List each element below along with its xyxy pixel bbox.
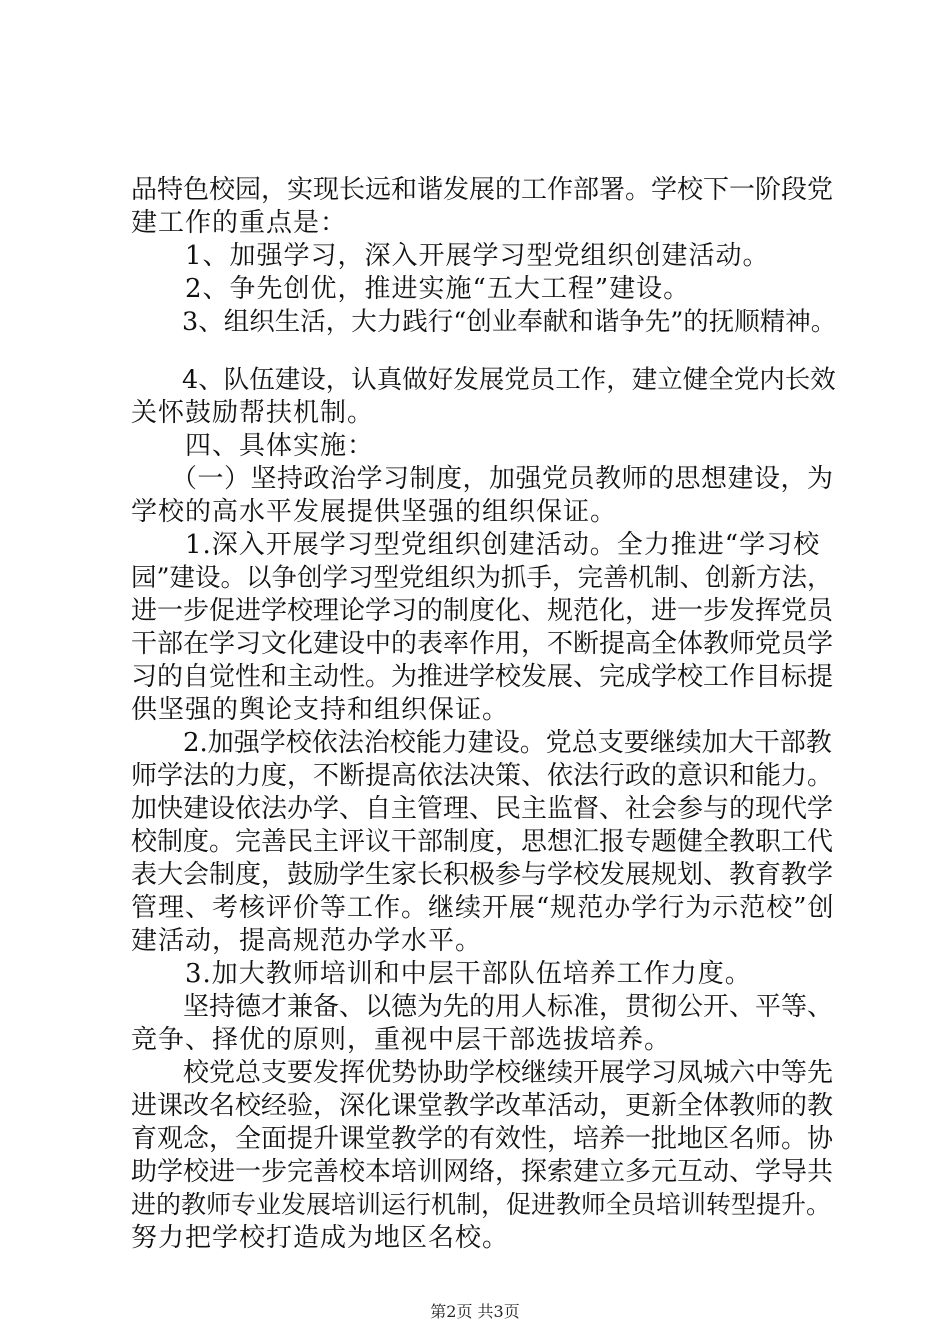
text-line: 2、争先创优，推进实施“五大工程”建设。 [131, 274, 691, 304]
text-line: 加快建设依法办学、自主管理、民主监督、社会参与的现代学 [131, 794, 834, 824]
text-line: 1.深入开展学习型党组织创建活动。全力推进“学习校 [131, 530, 821, 560]
text-line: 1、加强学习，深入开展学习型党组织创建活动。 [131, 241, 770, 271]
text-line: 育观念，全面提升课堂教学的有效性，培养一批地区名师。协 [131, 1124, 834, 1154]
text-line: 师学法的力度，不断提高依法决策、依法行政的意识和能力。 [131, 761, 834, 791]
text-line: 学校的高水平发展提供坚强的组织保证。 [131, 497, 618, 527]
text-line: 习的自觉性和主动性。为推进学校发展、完成学校工作目标提 [131, 662, 834, 692]
text-line: 3.加大教师培训和中层干部队伍培养工作力度。 [131, 959, 752, 989]
text-line: 竞争、择优的原则，重视中层干部选拔培养。 [131, 1025, 672, 1055]
text-line: 管理、考核评价等工作。继续开展“规范办学行为示范校”创 [131, 893, 835, 923]
text-line: 进课改名校经验，深化课堂教学改革活动，更新全体教师的教 [131, 1091, 834, 1121]
text-line: 供坚强的舆论支持和组织保证。 [131, 695, 510, 725]
text-line: 努力把学校打造成为地区名校。 [131, 1223, 510, 1253]
text-line: 校党总支要发挥优势协助学校继续开展学习凤城六中等先 [131, 1058, 834, 1088]
text-line: 关怀鼓励帮扶机制。 [131, 398, 375, 428]
text-line: 四、具体实施： [131, 431, 375, 461]
text-line: 干部在学习文化建设中的表率作用，不断提高全体教师党员学 [131, 629, 834, 659]
text-line: 校制度。完善民主评议干部制度，思想汇报专题健全教职工代 [131, 827, 834, 857]
text-line: 表大会制度，鼓励学生家长积极参与学校发展规划、教育教学 [131, 860, 834, 890]
text-line: 2.加强学校依法治校能力建设。党总支要继续加大干部教 [131, 728, 832, 758]
text-line: （一）坚持政治学习制度，加强党员教师的思想建设，为 [131, 464, 834, 494]
text-line: 4、队伍建设，认真做好发展党员工作，建立健全党内长效 [131, 365, 836, 395]
text-line: 3、组织生活，大力践行“创业奉献和谐争先”的抚顺精神。 [131, 307, 837, 337]
page-footer: 第2页 共3页 [430, 1302, 520, 1321]
text-line: 建活动，提高规范办学水平。 [131, 926, 483, 956]
text-line: 进一步促进学校理论学习的制度化、规范化，进一步发挥党员 [131, 596, 834, 626]
text-line: 园”建设。以争创学习型党组织为抓手，完善机制、创新方法， [131, 563, 833, 593]
text-line: 坚持德才兼备、以德为先的用人标准，贯彻公开、平等、 [131, 992, 834, 1022]
text-line: 助学校进一步完善校本培训网络，探索建立多元互动、学导共 [131, 1157, 834, 1187]
text-line: 进的教师专业发展培训运行机制，促进教师全员培训转型提升。 [131, 1190, 832, 1219]
text-line: 品特色校园，实现长远和谐发展的工作部署。学校下一阶段党 [131, 175, 834, 205]
text-line: 建工作的重点是： [131, 208, 348, 238]
